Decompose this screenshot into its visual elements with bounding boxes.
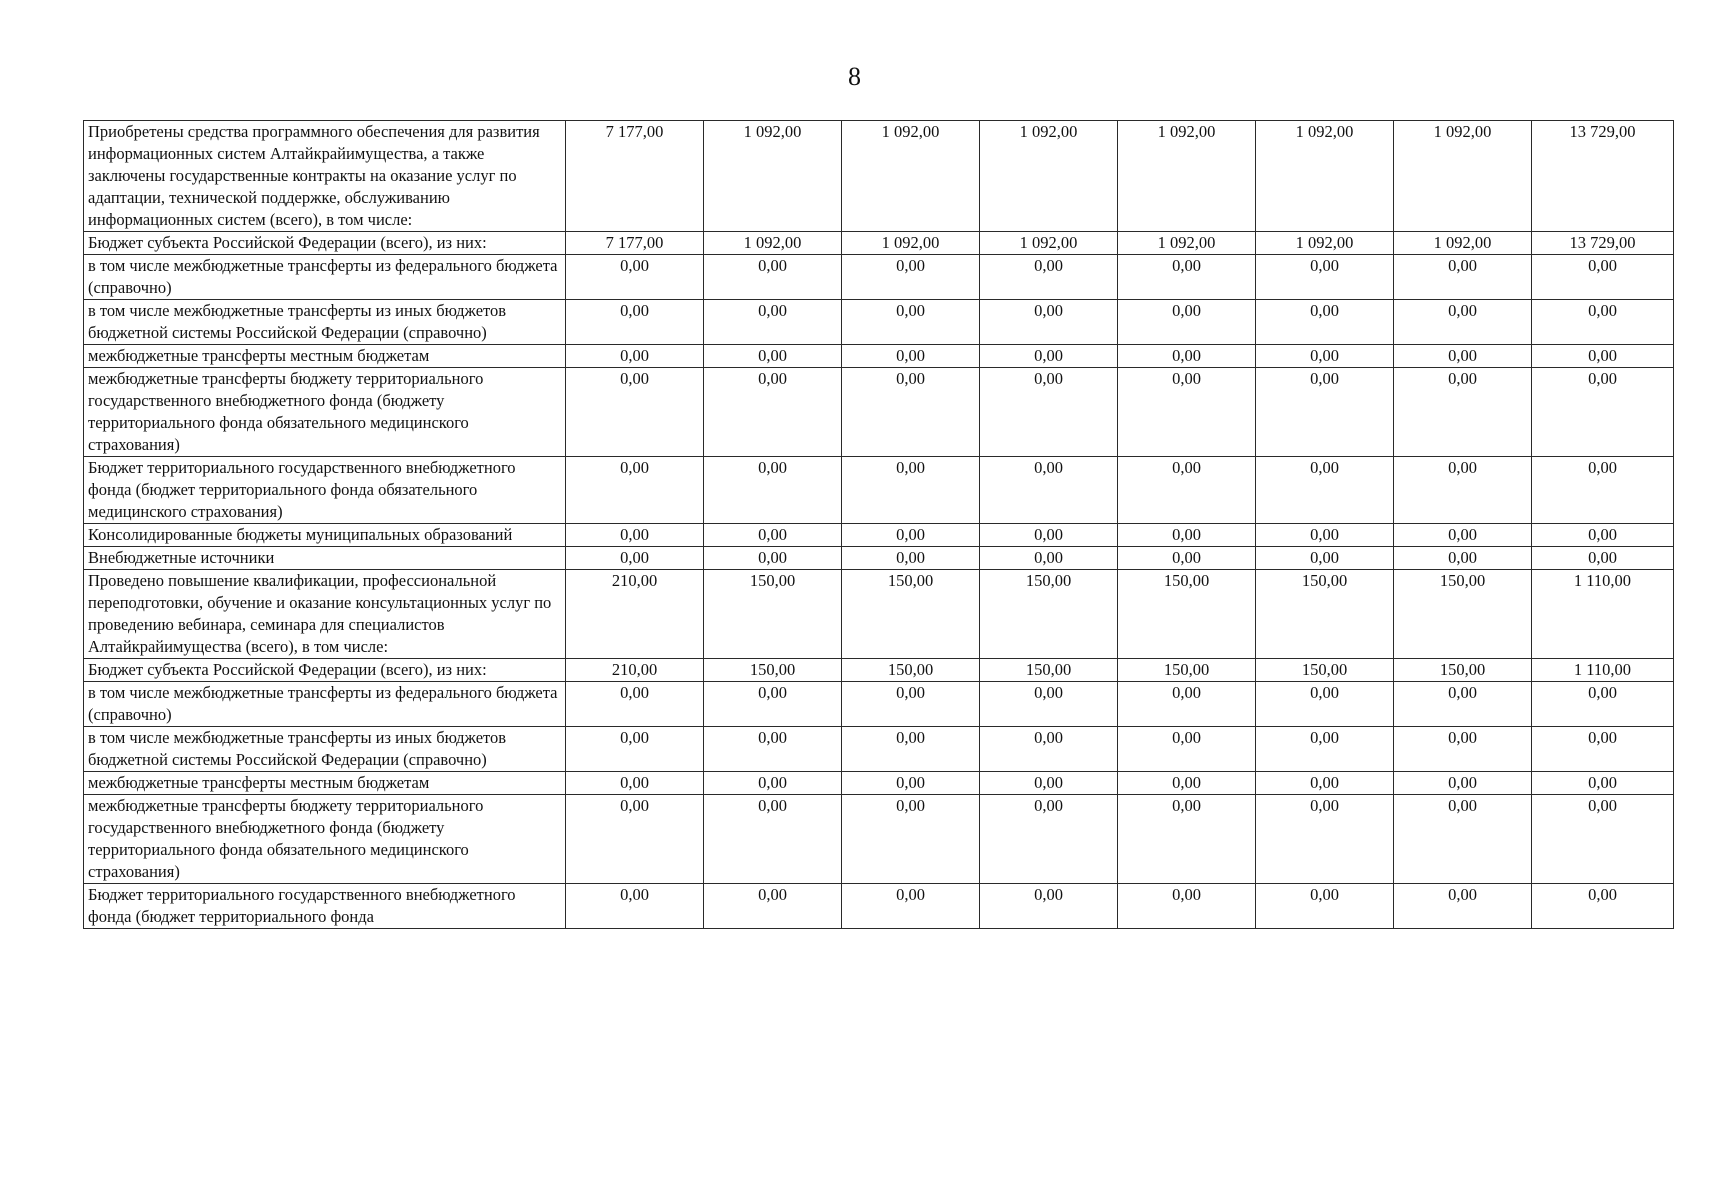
row-total-value: 0,00 [1532,727,1674,772]
row-label: Бюджет территориального государственного внебюджетного фонда (бюджет территориального фонда [84,884,566,929]
row-value: 0,00 [1256,457,1394,524]
row-label: межбюджетные трансферты бюджету территориального государственного внебюджетного фонда (бюджету территориального фонда обязательного медицинского страхования) [84,795,566,884]
row-value: 0,00 [704,345,842,368]
row-value: 0,00 [980,795,1118,884]
row-value: 0,00 [566,772,704,795]
row-label: Внебюджетные источники [84,547,566,570]
table-row [84,345,1674,368]
row-value: 0,00 [1118,255,1256,300]
row-total-value: 0,00 [1532,795,1674,884]
row-value: 0,00 [842,884,980,929]
row-value: 0,00 [1118,345,1256,368]
row-label: Проведено повышение квалификации, профессиональной переподготовки, обучение и оказание консультационных услуг по проведению вебинара, семинара для специалистов Алтайкрайимущества (всего), в том числе: [84,570,566,659]
table-row [84,368,1674,457]
row-value: 0,00 [1118,524,1256,547]
row-total-value: 0,00 [1532,547,1674,570]
row-label: в том числе межбюджетные трансферты из иных бюджетов бюджетной системы Российской Федерации (справочно) [84,300,566,345]
table-row [84,300,1674,345]
table-body [84,121,1674,929]
row-value: 0,00 [704,682,842,727]
page-number: 8 [848,62,861,91]
row-value: 0,00 [980,457,1118,524]
row-value: 0,00 [842,345,980,368]
row-value: 0,00 [1118,772,1256,795]
row-value: 0,00 [842,255,980,300]
row-value: 0,00 [1118,547,1256,570]
row-total-value: 1 110,00 [1532,659,1674,682]
table-row [84,570,1674,659]
row-label: в том числе межбюджетные трансферты из федерального бюджета (справочно) [84,682,566,727]
table-row [84,884,1674,929]
row-value: 150,00 [1394,570,1532,659]
row-value: 0,00 [704,457,842,524]
table-row [84,121,1674,232]
row-label: межбюджетные трансферты местным бюджетам [84,345,566,368]
row-value: 0,00 [566,524,704,547]
row-value: 0,00 [1394,345,1532,368]
row-value: 0,00 [842,300,980,345]
row-value: 0,00 [1394,795,1532,884]
row-value: 0,00 [1118,300,1256,345]
row-total-value: 0,00 [1532,368,1674,457]
row-value: 0,00 [842,727,980,772]
table-row [84,795,1674,884]
row-label: в том числе межбюджетные трансферты из федерального бюджета (справочно) [84,255,566,300]
table-row [84,772,1674,795]
row-total-value: 0,00 [1532,524,1674,547]
row-label: межбюджетные трансферты бюджету территориального государственного внебюджетного фонда (бюджету территориального фонда обязательного медицинского страхования) [84,368,566,457]
row-value: 0,00 [566,255,704,300]
table-row [84,232,1674,255]
row-value: 0,00 [1256,795,1394,884]
row-label: Бюджет территориального государственного внебюджетного фонда (бюджет территориального фонда обязательного медицинского страхования) [84,457,566,524]
table-row [84,255,1674,300]
row-value: 0,00 [1256,884,1394,929]
row-value: 150,00 [1394,659,1532,682]
row-value: 1 092,00 [704,232,842,255]
row-total-value: 1 110,00 [1532,570,1674,659]
row-value: 0,00 [704,884,842,929]
row-value: 0,00 [842,547,980,570]
row-value: 0,00 [980,345,1118,368]
row-value: 0,00 [980,727,1118,772]
row-value: 1 092,00 [1118,121,1256,232]
row-value: 0,00 [566,368,704,457]
row-value: 0,00 [1394,727,1532,772]
row-value: 150,00 [980,659,1118,682]
row-value: 0,00 [980,772,1118,795]
row-value: 0,00 [1394,368,1532,457]
row-value: 0,00 [1118,457,1256,524]
row-value: 0,00 [980,524,1118,547]
row-value: 0,00 [704,795,842,884]
row-value: 0,00 [1256,345,1394,368]
row-value: 0,00 [842,368,980,457]
row-value: 0,00 [1394,255,1532,300]
row-value: 0,00 [566,300,704,345]
row-value: 0,00 [1256,682,1394,727]
row-total-value: 13 729,00 [1532,121,1674,232]
row-value: 150,00 [842,570,980,659]
row-value: 0,00 [566,345,704,368]
row-value: 1 092,00 [1118,232,1256,255]
row-value: 0,00 [842,457,980,524]
row-value: 7 177,00 [566,121,704,232]
row-value: 0,00 [1118,795,1256,884]
row-value: 0,00 [1394,300,1532,345]
row-value: 1 092,00 [704,121,842,232]
row-value: 0,00 [1256,255,1394,300]
row-value: 150,00 [704,659,842,682]
row-total-value: 0,00 [1532,457,1674,524]
row-value: 0,00 [1256,547,1394,570]
row-value: 0,00 [1118,682,1256,727]
row-total-value: 0,00 [1532,300,1674,345]
row-total-value: 13 729,00 [1532,232,1674,255]
row-total-value: 0,00 [1532,682,1674,727]
row-label: Консолидированные бюджеты муниципальных образований [84,524,566,547]
row-value: 0,00 [1394,524,1532,547]
row-value: 0,00 [704,255,842,300]
row-label: в том числе межбюджетные трансферты из иных бюджетов бюджетной системы Российской Федерации (справочно) [84,727,566,772]
row-value: 150,00 [1118,570,1256,659]
row-total-value: 0,00 [1532,255,1674,300]
row-value: 210,00 [566,570,704,659]
table-row [84,659,1674,682]
row-value: 0,00 [1118,368,1256,457]
row-value: 0,00 [704,727,842,772]
row-value: 0,00 [1394,547,1532,570]
row-value: 210,00 [566,659,704,682]
row-value: 0,00 [1256,727,1394,772]
row-label: Приобретены средства программного обеспечения для развития информационных систем Алтайкрайимущества, а также заключены государственные контракты на оказание услуг по адаптации, технической поддержке, обслуживанию информационных систем (всего), в том числе: [84,121,566,232]
budget-table [83,120,1674,929]
row-value: 0,00 [980,682,1118,727]
row-total-value: 0,00 [1532,345,1674,368]
row-value: 1 092,00 [842,232,980,255]
row-value: 1 092,00 [980,232,1118,255]
row-value: 0,00 [1256,300,1394,345]
row-value: 0,00 [566,682,704,727]
row-value: 0,00 [842,682,980,727]
row-value: 150,00 [1256,659,1394,682]
row-value: 0,00 [980,368,1118,457]
row-value: 0,00 [1118,884,1256,929]
row-total-value: 0,00 [1532,772,1674,795]
row-value: 0,00 [704,547,842,570]
row-total-value: 0,00 [1532,884,1674,929]
row-value: 0,00 [704,524,842,547]
row-value: 1 092,00 [1256,232,1394,255]
table-row [84,682,1674,727]
row-label: Бюджет субъекта Российской Федерации (всего), из них: [84,232,566,255]
row-value: 0,00 [704,772,842,795]
row-value: 0,00 [566,547,704,570]
row-value: 0,00 [980,255,1118,300]
row-value: 0,00 [842,524,980,547]
table-row [84,547,1674,570]
row-value: 150,00 [980,570,1118,659]
row-value: 150,00 [1256,570,1394,659]
row-value: 0,00 [704,368,842,457]
row-value: 1 092,00 [1394,232,1532,255]
row-value: 150,00 [842,659,980,682]
table-row [84,524,1674,547]
row-value: 0,00 [1256,772,1394,795]
row-value: 1 092,00 [842,121,980,232]
row-value: 1 092,00 [1394,121,1532,232]
row-value: 1 092,00 [1256,121,1394,232]
row-value: 0,00 [1256,368,1394,457]
row-value: 0,00 [566,795,704,884]
row-value: 0,00 [980,884,1118,929]
row-value: 0,00 [842,772,980,795]
row-value: 1 092,00 [980,121,1118,232]
row-value: 0,00 [566,457,704,524]
table-row [84,727,1674,772]
row-value: 0,00 [1394,772,1532,795]
row-value: 0,00 [704,300,842,345]
row-value: 0,00 [980,547,1118,570]
row-value: 150,00 [1118,659,1256,682]
row-value: 0,00 [566,727,704,772]
row-value: 0,00 [980,300,1118,345]
row-value: 7 177,00 [566,232,704,255]
row-value: 0,00 [1118,727,1256,772]
table-row [84,457,1674,524]
row-value: 0,00 [1394,457,1532,524]
row-value: 0,00 [566,884,704,929]
row-value: 0,00 [1256,524,1394,547]
row-label: Бюджет субъекта Российской Федерации (всего), из них: [84,659,566,682]
row-value: 0,00 [1394,682,1532,727]
row-value: 0,00 [842,795,980,884]
row-value: 150,00 [704,570,842,659]
row-label: межбюджетные трансферты местным бюджетам [84,772,566,795]
row-value: 0,00 [1394,884,1532,929]
